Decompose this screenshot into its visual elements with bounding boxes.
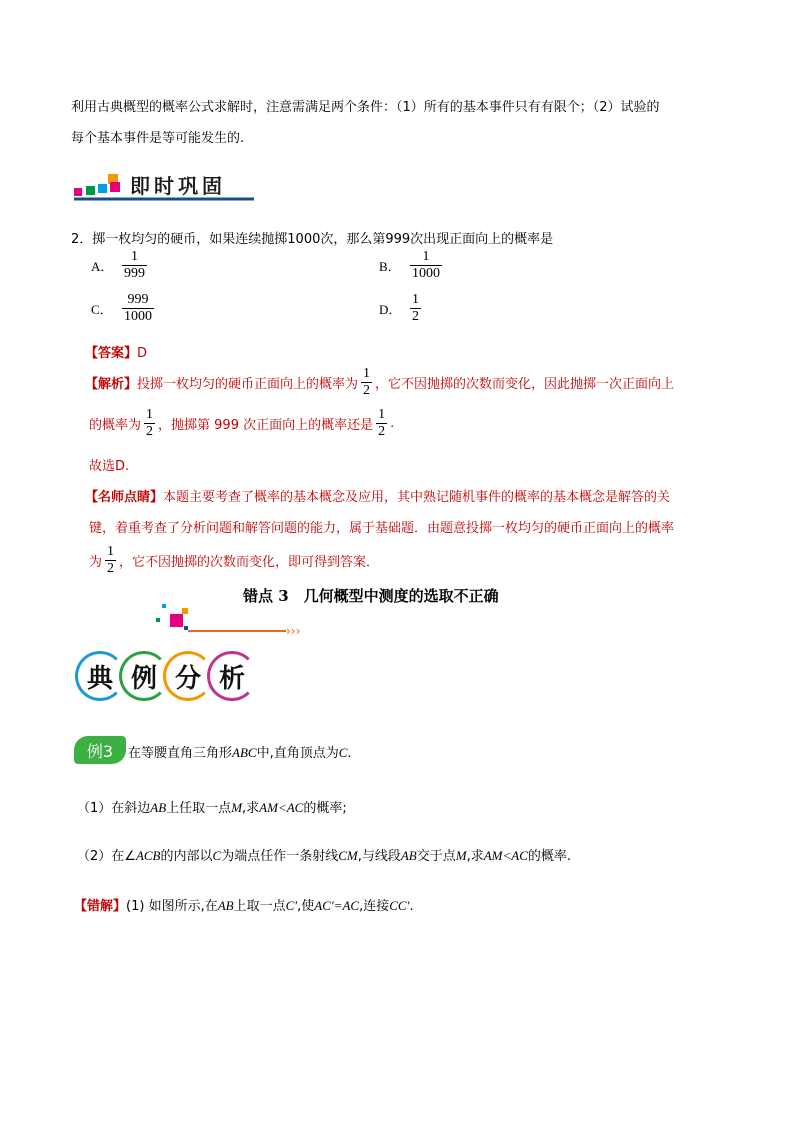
- math-var: ABC: [232, 745, 257, 760]
- option-fraction: [410, 249, 442, 282]
- fraction-denominator: 999: [124, 266, 145, 281]
- analysis-text: ，它不因抛掷的次数而变化，因此抛掷一次正面向上: [375, 377, 675, 392]
- fraction-numerator: 1: [146, 407, 154, 422]
- math-var: M: [231, 800, 243, 815]
- example-header-char: 例: [119, 651, 169, 701]
- example-text: 交于点: [416, 849, 456, 864]
- option-letter: C．: [91, 302, 113, 317]
- intro-line-2: 每个基本事件是等可能发生的.: [71, 131, 245, 146]
- example-header-char: 分: [163, 651, 213, 701]
- arrow-decoration-icon: [148, 600, 308, 640]
- intro-line-1: 利用古典概型的概率公式求解时，注意需满足两个条件：（1）所有的基本事件只有有限个；（2）试验的: [71, 100, 660, 115]
- tip-text: ，它不因抛掷的次数而变化，即可得到答案．: [119, 555, 380, 570]
- example-text: ,求: [466, 849, 484, 864]
- analysis-tag: 【解析】: [85, 377, 138, 392]
- example-header-char: 典: [75, 651, 125, 701]
- solution-text: .: [409, 899, 414, 914]
- option-letter: A．: [91, 259, 114, 274]
- example-question-2: [77, 845, 571, 864]
- wrong-solution-tag: 【错解】: [74, 899, 127, 914]
- math-expr: AM<AC: [259, 800, 304, 815]
- fraction-half: [361, 366, 372, 399]
- example-text: （1）在斜边: [77, 801, 151, 816]
- analysis-text: ，抛掷第 999 次正面向上的概率还是: [158, 418, 374, 433]
- answer-line: [85, 342, 147, 361]
- analysis-conclusion: 故选D.: [89, 459, 130, 474]
- fraction-numerator: 1: [378, 407, 386, 422]
- math-var: ACB: [135, 848, 161, 863]
- math-var: M: [455, 848, 467, 863]
- example-text: 的内部以: [160, 849, 213, 864]
- solution-text: 上取一点: [233, 899, 286, 914]
- section-banner: [74, 168, 254, 202]
- solution-text: ,连接: [359, 899, 390, 914]
- answer-value: D: [137, 346, 148, 361]
- wrong-solution: [74, 895, 414, 914]
- fraction-numerator: 1: [412, 292, 419, 307]
- solution-text: (1) 如图所示,在: [126, 899, 218, 914]
- math-expr: AM<AC: [483, 848, 528, 863]
- example-text: 中,直角顶点为: [256, 746, 339, 761]
- fraction-half: [144, 407, 155, 440]
- fraction-denominator: 2: [412, 309, 419, 324]
- example-text: ,与线段: [357, 849, 401, 864]
- example-stem: [128, 742, 352, 761]
- option-d[interactable]: [379, 292, 424, 325]
- fraction-denominator: 1000: [124, 309, 152, 324]
- example-text: 在等腰直角三角形: [128, 746, 233, 761]
- option-c[interactable]: [91, 292, 157, 325]
- analysis-text: 的概率为: [89, 418, 142, 433]
- fraction-denominator: 2: [146, 424, 154, 439]
- fraction-denominator: 1000: [412, 266, 440, 281]
- math-var: AB: [400, 848, 417, 863]
- fraction-denominator: 2: [378, 424, 386, 439]
- fraction-numerator: 1: [363, 366, 371, 381]
- analysis-text: .: [390, 416, 395, 431]
- tip-line-2: 键，着重考查了分析问题和解答问题的能力，属于基础题．由题意投掷一枚均匀的硬币正面向上的概率: [89, 521, 675, 536]
- fraction-half: [376, 407, 387, 440]
- analysis-line-1: [85, 366, 674, 399]
- tip-tag: 【名师点睛】: [85, 490, 164, 505]
- fraction-numerator: 999: [127, 292, 149, 307]
- example-text: 的概率.: [527, 849, 572, 864]
- example-text: 上任取一点: [166, 801, 232, 816]
- fraction-numerator: 1: [422, 249, 430, 264]
- option-letter: B．: [379, 259, 401, 274]
- tip-text: 为: [89, 555, 103, 570]
- option-letter: D．: [379, 302, 402, 317]
- option-a[interactable]: [91, 249, 150, 282]
- math-var: AB: [150, 800, 167, 815]
- example-text: （2）在∠: [77, 849, 136, 864]
- math-var: C: [338, 745, 348, 760]
- example-text: 为端点任作一条射线: [221, 849, 339, 864]
- option-fraction: [410, 292, 421, 325]
- option-b[interactable]: [379, 249, 445, 282]
- svg-text:›››: ›››: [286, 624, 301, 638]
- tip-line-1: [85, 486, 670, 505]
- tip-text: 本题主要考查了概率的基本概念及应用，其中熟记随机事件的概率的基本概念是解答的关: [163, 490, 671, 505]
- option-fraction: [122, 249, 147, 282]
- math-var: CC′: [389, 898, 410, 913]
- example-header-char: 析: [207, 651, 257, 701]
- option-fraction: [122, 292, 154, 325]
- solution-text: ,使: [297, 899, 315, 914]
- math-var: C′: [285, 898, 298, 913]
- fraction-numerator: 1: [131, 249, 138, 264]
- fraction-numerator: 1: [107, 544, 115, 559]
- example-question-1: [77, 797, 347, 816]
- fraction-half: [105, 544, 116, 577]
- example-text: ,求: [242, 801, 260, 816]
- analysis-line-2: [89, 407, 394, 440]
- error-point-title: 错点 3 几何概型中测度的选取不正确: [243, 587, 499, 605]
- math-var: CM: [338, 848, 358, 863]
- example-text: 的概率;: [303, 801, 347, 816]
- answer-tag: 【答案】: [85, 346, 138, 361]
- question-stem: 2．掷一枚均匀的硬币，如果连续抛掷1000次，那么第999次出现正面向上的概率是: [71, 232, 554, 247]
- math-var: C: [212, 848, 222, 863]
- example-badge: 例3: [74, 736, 126, 764]
- example-text: .: [347, 746, 352, 761]
- math-var: AB: [217, 898, 234, 913]
- analysis-text: 投掷一枚均匀的硬币正面向上的概率为: [137, 377, 359, 392]
- fraction-denominator: 2: [107, 561, 115, 576]
- tip-line-3: [89, 544, 379, 577]
- fraction-denominator: 2: [363, 383, 371, 398]
- section-banner-title: 即时巩固: [130, 174, 226, 198]
- math-expr: AC′=AC: [314, 898, 360, 913]
